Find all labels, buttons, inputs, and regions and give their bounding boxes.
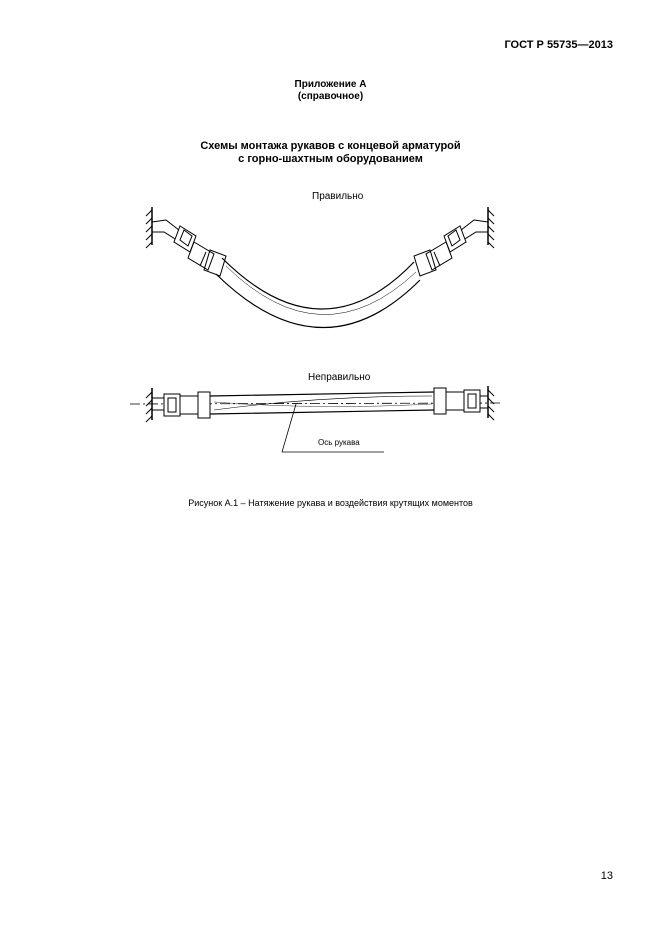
right-wall-mount bbox=[488, 207, 494, 248]
incorrect-installation-diagram bbox=[130, 386, 502, 452]
figure-caption: Рисунок А.1 – Натяжение рукава и воздействия крутящих моментов bbox=[188, 498, 473, 508]
left-wall-mount-incorrect bbox=[146, 388, 152, 422]
section-title-line1: Схемы монтажа рукавов с концевой арматурой bbox=[200, 140, 461, 152]
label-correct: Правильно bbox=[312, 191, 364, 202]
appendix-subtitle: (справочное) bbox=[297, 91, 364, 102]
left-end-fitting bbox=[152, 220, 226, 276]
axis-leader-line bbox=[282, 404, 296, 452]
appendix-title: Приложение А bbox=[294, 79, 367, 90]
page-number: 13 bbox=[600, 870, 613, 882]
hose-straight-top bbox=[210, 392, 434, 396]
standard-number: ГОСТ Р 55735—2013 bbox=[504, 39, 613, 51]
section-title-line2: с горно-шахтным оборудованием bbox=[238, 153, 423, 165]
hose-curved-lower bbox=[216, 274, 420, 328]
left-end-fitting-incorrect bbox=[152, 392, 210, 418]
hose-straight-bottom bbox=[210, 410, 434, 414]
correct-installation-diagram bbox=[146, 207, 494, 328]
axis-label: Ось рукава bbox=[318, 438, 360, 447]
left-wall-mount bbox=[146, 207, 152, 248]
label-incorrect: Неправильно bbox=[308, 372, 371, 383]
hose-curved bbox=[222, 258, 414, 309]
right-end-fitting bbox=[414, 220, 488, 276]
right-end-fitting-incorrect bbox=[434, 388, 488, 414]
